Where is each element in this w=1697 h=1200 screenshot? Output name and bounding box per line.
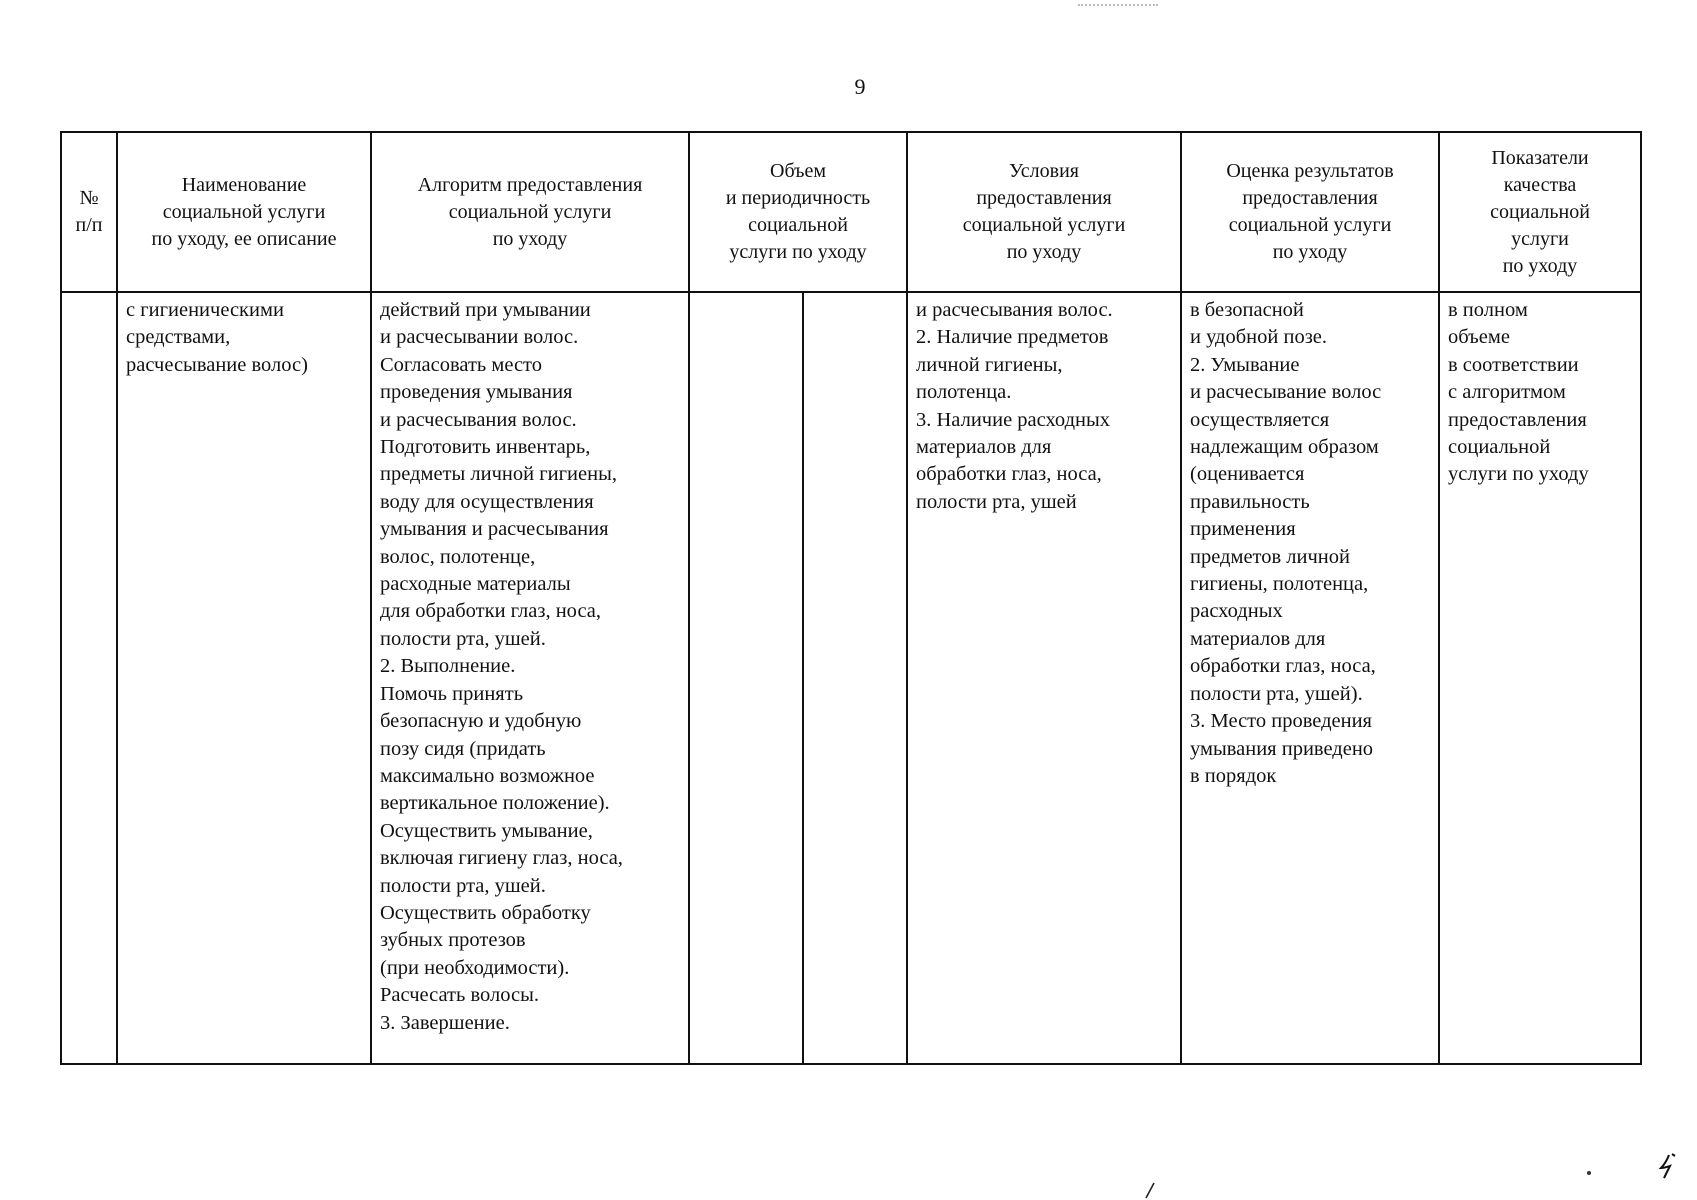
- table-header-row: [61, 132, 1641, 292]
- header-volume: Объем и периодичность социальной услуги по уходу: [689, 132, 907, 292]
- page-number: 9: [854, 74, 866, 99]
- cell-quality: в полном объеме в соответствии с алгоритмом предоставления социальной услуги по уходу: [1439, 292, 1641, 1064]
- cell-number: [61, 292, 117, 1064]
- dot-mark: [1586, 1170, 1592, 1176]
- header-algorithm: Алгоритм предоставления социальной услуги по уходу: [371, 132, 689, 292]
- care-service-table: [60, 131, 1642, 1065]
- scan-artifact: [1078, 4, 1158, 10]
- cell-evaluation: в безопасной и удобной позе. 2. Умывание и расчесывание волос осуществляется надлежащим образом (оценивается правильность применения предметов личной гигиены, полотенца, расходных материалов для обработки глаз, носа, полости рта, ушей). 3. Место проведения умывания приведено в порядок: [1181, 292, 1439, 1064]
- table-row: [61, 292, 1641, 1064]
- cell-service-name: с гигиеническими средствами, расчесывание волос): [117, 292, 371, 1064]
- pen-stroke-mark: [1143, 1182, 1157, 1200]
- cell-conditions: и расчесывания волос. 2. Наличие предметов личной гигиены, полотенца. 3. Наличие расходных материалов для обработки глаз, носа, полости рта, ушей: [907, 292, 1181, 1064]
- header-evaluation: Оценка результатов предоставления социальной услуги по уходу: [1181, 132, 1439, 292]
- handwritten-mark: [1655, 1152, 1681, 1186]
- volume-column-divider: [802, 293, 804, 1063]
- header-quality: Показатели качества социальной услуги по уходу: [1439, 132, 1641, 292]
- header-conditions: Условия предоставления социальной услуги по уходу: [907, 132, 1181, 292]
- cell-volume: [689, 292, 907, 1064]
- header-number: № п/п: [61, 132, 117, 292]
- header-service-name: Наименование социальной услуги по уходу, ее описание: [117, 132, 371, 292]
- cell-algorithm: действий при умывании и расчесывании волос. Согласовать место проведения умывания и расчесывания волос. Подготовить инвентарь, предметы личной гигиены, воду для осуществления умывания и расчесывания волос, полотенце, расходные материалы для обработки глаз, носа, полости рта, ушей. 2. Выполнение. Помочь принять безопасную и удобную позу сидя (придать максимально возможное вертикальное положение). Осуществить умывание, включая гигиену глаз, носа, полости рта, ушей. Осуществить обработку зубных протезов (при необходимости). Расчесать волосы. 3. Завершение.: [371, 292, 689, 1064]
